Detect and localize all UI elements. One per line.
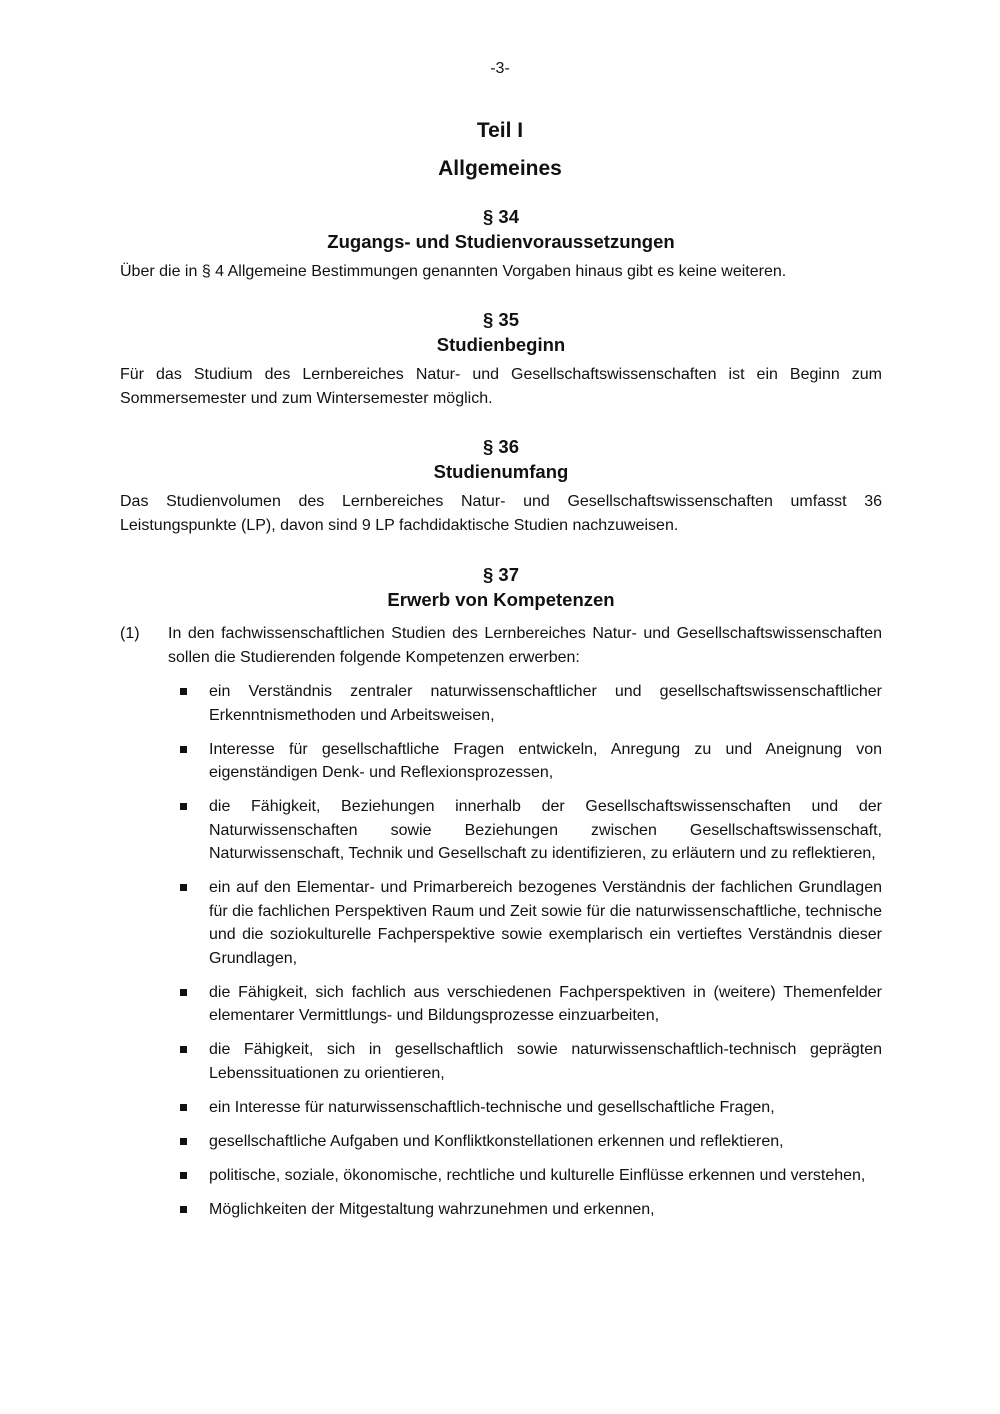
- section-number: § 37: [482, 564, 519, 585]
- section-text: Das Studienvolumen des Lernbereiches Natur- und Gesellschaftswissenschaften umfasst 36 Leistungspunkte (LP), davon sind 9 LP fachdidaktische Studien nachzuweisen.: [120, 493, 882, 534]
- section-number: § 36: [482, 436, 519, 457]
- list-item: [168, 680, 882, 727]
- bullet-square-icon: [180, 1046, 187, 1053]
- list-item-text: Möglichkeiten der Mitgestaltung wahrzunehmen und erkennen,: [209, 1200, 655, 1218]
- paragraph-text: In den fachwissenschaftlichen Studien des Lernbereiches Natur- und Gesellschaftswissenschaften sollen die Studierenden folgende Kompetenzen erwerben:: [168, 625, 882, 666]
- list-item-text: die Fähigkeit, sich fachlich aus verschiedenen Fachperspektiven in (weitere) Themenfelder elementarer Vermittlungs- und Bildungsprozesse einzuarbeiten,: [209, 983, 882, 1024]
- bullet-square-icon: [180, 746, 187, 753]
- list-item-text: ein Verständnis zentraler naturwissenschaftlicher und gesellschaftswissenschaftlicher Erkenntnismethoden und Arbeitsweisen,: [209, 683, 882, 724]
- bullet-square-icon: [180, 884, 187, 891]
- section-text: Über die in § 4 Allgemeine Bestimmungen genannten Vorgaben hinaus gibt es keine weiteren.: [120, 263, 787, 280]
- section-text: Für das Studium des Lernbereiches Natur- und Gesellschaftswissenschaften ist ein Beginn zum Sommersemester und zum Wintersemester möglich.: [120, 366, 882, 407]
- list-item: [168, 1198, 882, 1222]
- bullet-square-icon: [180, 1104, 187, 1111]
- section-37: [120, 562, 882, 612]
- list-item: [168, 1096, 882, 1120]
- list-item: [168, 738, 882, 785]
- bullet-square-icon: [180, 1206, 187, 1213]
- list-item-text: politische, soziale, ökonomische, rechtliche und kulturelle Einflüsse erkennen und verstehen,: [209, 1166, 866, 1184]
- list-item-text: die Fähigkeit, Beziehungen innerhalb der Gesellschaftswissenschaften und der Naturwissenschaften sowie Beziehungen zwischen Gesellschaftswissenschaft, Naturwissenschaft, Technik und Gesellschaft zu identifizieren, zu erläutern und zu reflektieren,: [209, 798, 882, 862]
- section-35: [120, 307, 882, 410]
- section-36: [120, 434, 882, 537]
- list-item: [168, 1038, 882, 1085]
- bullet-square-icon: [180, 989, 187, 996]
- list-item-text: ein auf den Elementar- und Primarbereich bezogenes Verständnis der fachlichen Grundlagen für die fachlichen Perspektiven Raum und Zeit sowie für die naturwissenschaftliche, technische und die soziokulturelle Fachperspektive sowie exemplarisch ein vertieftes Verständnis dieser Grundlagen,: [209, 879, 882, 967]
- list-item: [168, 981, 882, 1028]
- section-title: Studienbeginn: [436, 334, 566, 355]
- section-title: Erwerb von Kompetenzen: [387, 589, 615, 610]
- list-item: [168, 1164, 882, 1188]
- list-item-text: gesellschaftliche Aufgaben und Konfliktkonstellationen erkennen und reflektieren,: [209, 1132, 784, 1150]
- section-number: § 34: [482, 206, 519, 227]
- bullet-square-icon: [180, 1172, 187, 1179]
- section-number: § 35: [482, 309, 519, 330]
- bullet-square-icon: [180, 803, 187, 810]
- list-item: [168, 795, 882, 866]
- bullet-square-icon: [180, 1138, 187, 1145]
- list-item-text: die Fähigkeit, sich in gesellschaftlich sowie naturwissenschaftlich-technisch geprägten Lebenssituationen zu orientieren,: [209, 1041, 882, 1082]
- section-34: [120, 204, 882, 284]
- part-title: Teil I: [476, 119, 524, 142]
- page-number: -3-: [490, 60, 510, 77]
- paragraph-1: [120, 622, 882, 669]
- list-item-text: Interesse für gesellschaftliche Fragen entwickeln, Anregung zu und Aneignung von eigenständigen Denk- und Reflexionsprozessen,: [209, 740, 882, 781]
- list-item-text: ein Interesse für naturwissenschaftlich-technische und gesellschaftliche Fragen,: [209, 1098, 775, 1116]
- part-subtitle: Allgemeines: [438, 157, 562, 180]
- section-title: Zugangs- und Studienvoraussetzungen: [327, 231, 675, 252]
- list-item: [168, 876, 882, 970]
- section-title: Studienumfang: [433, 461, 569, 482]
- list-item: [168, 1130, 882, 1154]
- competence-list: [168, 680, 882, 1232]
- paragraph-number: (1): [120, 625, 140, 642]
- bullet-square-icon: [180, 688, 187, 695]
